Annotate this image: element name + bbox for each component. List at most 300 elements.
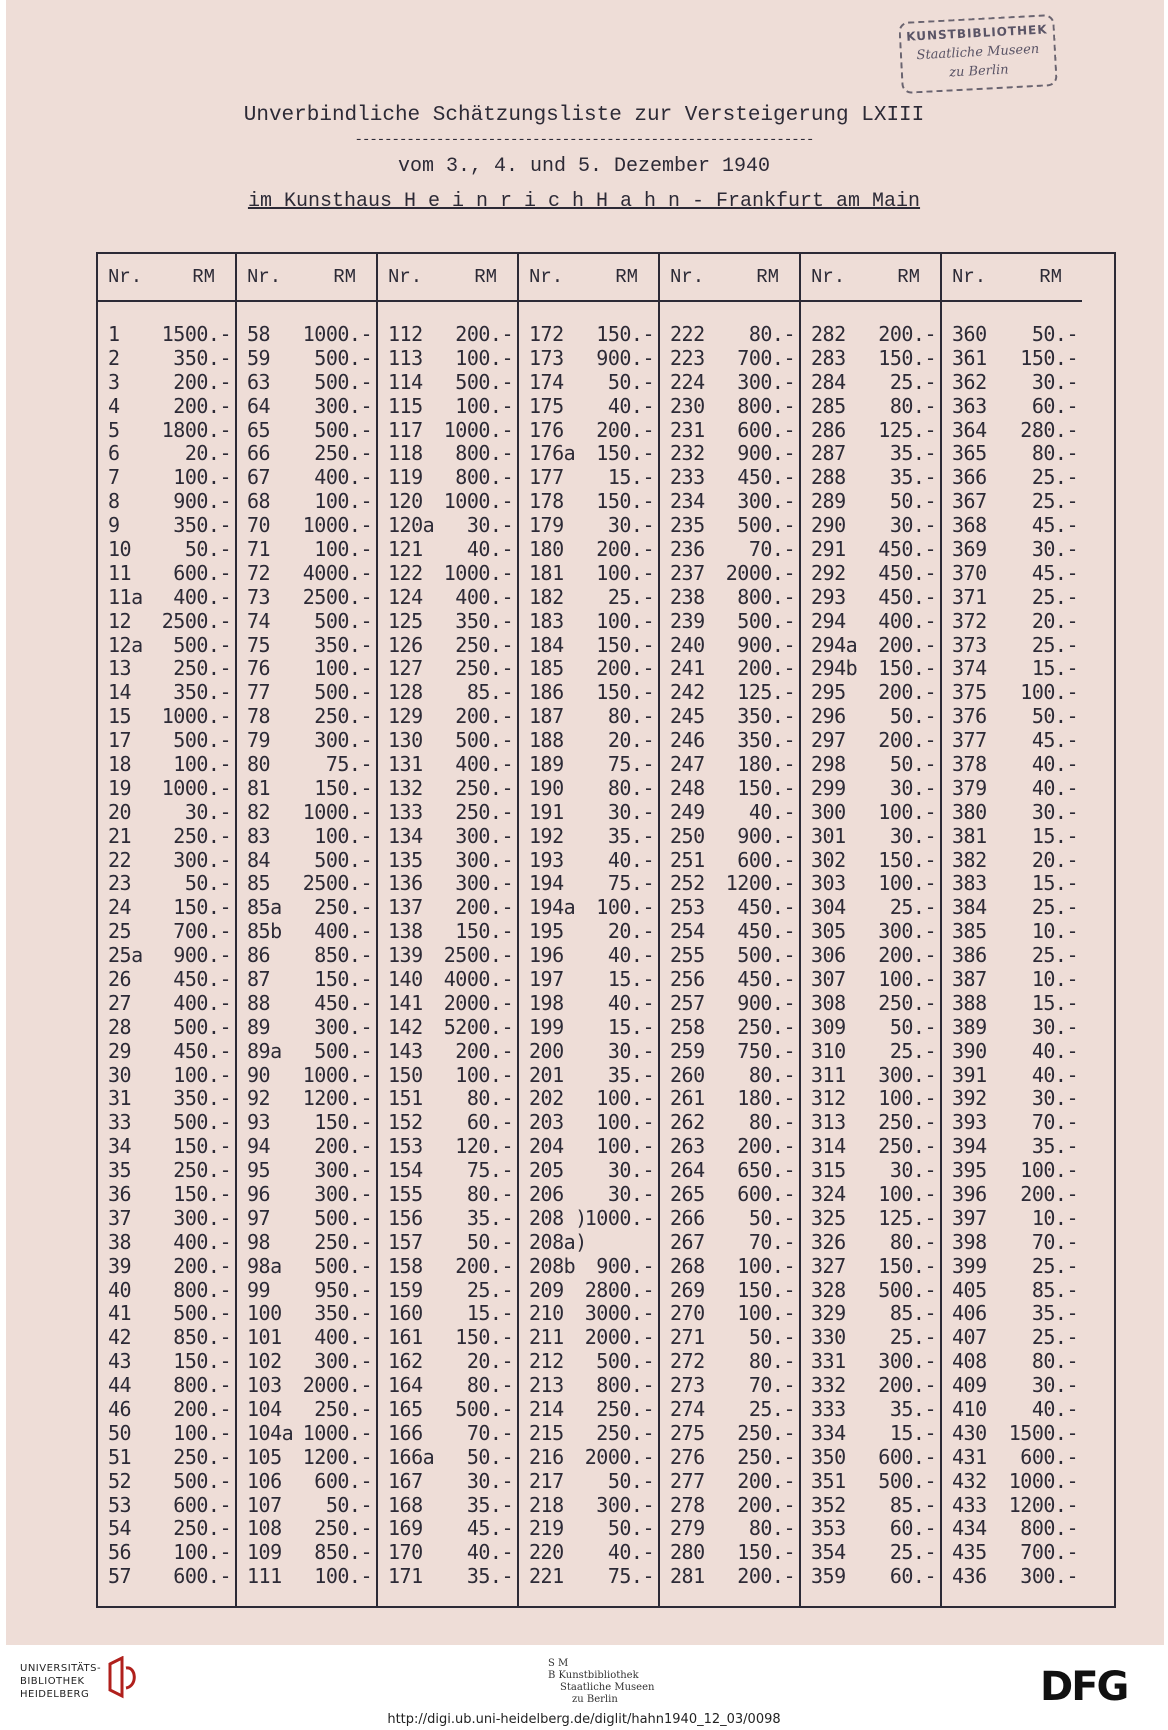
lot-number: 275 — [670, 1420, 705, 1445]
lot-number: 126 — [388, 632, 423, 657]
lot-number: 292 — [811, 560, 846, 585]
table-row — [378, 848, 517, 872]
estimate-value: 450.- — [878, 584, 936, 609]
lot-number: 222 — [670, 321, 705, 346]
table-row — [519, 1325, 658, 1349]
estimate-value: 350.- — [173, 680, 231, 705]
table-row — [98, 1445, 235, 1469]
lot-number: 193 — [529, 847, 564, 872]
lot-number: 169 — [388, 1516, 423, 1541]
lot-number: 263 — [670, 1134, 705, 1159]
lot-number: 181 — [529, 560, 564, 585]
estimate-value: 700.- — [737, 345, 795, 370]
table-row — [519, 919, 658, 943]
table-row — [237, 561, 376, 585]
estimate-value: 300.- — [173, 847, 231, 872]
table-row — [378, 322, 517, 346]
estimate-value: 70.- — [466, 1420, 513, 1445]
lot-number: 120 — [388, 489, 423, 514]
lot-number: 93 — [247, 1110, 271, 1135]
lot-number: 168 — [388, 1492, 423, 1517]
estimate-value: 30.- — [889, 775, 936, 800]
table-row — [237, 728, 376, 752]
lot-number: 197 — [529, 967, 564, 991]
table-row — [942, 752, 1082, 776]
lot-number: 64 — [247, 393, 271, 418]
lot-number: 101 — [247, 1325, 282, 1350]
estimate-value: 100.- — [596, 895, 654, 920]
table-row — [237, 322, 376, 346]
estimate-value: 25.- — [1031, 895, 1078, 920]
table-row — [378, 943, 517, 967]
lot-number: 409 — [952, 1373, 987, 1398]
table-row — [801, 752, 940, 776]
table-row — [801, 1349, 940, 1373]
table-row — [519, 943, 658, 967]
lot-number: 432 — [952, 1468, 987, 1493]
lot-number: 303 — [811, 871, 846, 896]
header-nr: Nr. — [108, 266, 143, 288]
estimate-value: 25.- — [889, 1540, 936, 1565]
estimate-value: 800.- — [737, 584, 795, 609]
estimate-value: 80.- — [889, 393, 936, 418]
estimate-value: 15.- — [1031, 823, 1078, 848]
table-row — [801, 800, 940, 824]
estimate-value: 1200.- — [725, 871, 795, 896]
table-row — [801, 1564, 940, 1588]
lot-number: 109 — [247, 1540, 282, 1565]
estimate-value: 900.- — [173, 489, 231, 514]
lot-number: 94 — [247, 1134, 271, 1159]
table-row — [942, 1325, 1082, 1349]
estimate-value: 500.- — [173, 728, 231, 753]
table-row — [801, 1373, 940, 1397]
table-row — [378, 1254, 517, 1278]
table-row — [660, 800, 799, 824]
estimate-value: 200.- — [173, 1397, 231, 1422]
estimate-value: 40.- — [1031, 751, 1078, 776]
lot-number: 63 — [247, 369, 271, 394]
table-row — [378, 1134, 517, 1158]
estimate-value: 70.- — [1031, 1229, 1078, 1254]
table-row — [237, 1254, 376, 1278]
estimate-value: 30.- — [1031, 799, 1078, 824]
estimate-value: 1200.- — [302, 1086, 372, 1111]
estimate-value: 1000.- — [161, 704, 231, 729]
lot-number: 282 — [811, 321, 846, 346]
estimate-value: 15.- — [466, 1301, 513, 1326]
lot-number: 269 — [670, 1277, 705, 1302]
lot-number: 240 — [670, 632, 705, 657]
lot-number: 311 — [811, 1062, 846, 1087]
lot-number: 2 — [108, 345, 120, 370]
lot-number: 39 — [108, 1253, 132, 1278]
estimate-value: 50.- — [889, 489, 936, 514]
lot-number: 122 — [388, 560, 423, 585]
table-row — [519, 441, 658, 465]
estimate-value: 300.- — [878, 919, 936, 944]
estimate-value: 35.- — [1031, 1134, 1078, 1159]
lot-number: 257 — [670, 990, 705, 1015]
estimate-value: 2500.- — [161, 608, 231, 633]
lot-number: 221 — [529, 1564, 564, 1589]
table-row — [660, 967, 799, 991]
estimate-value: 80.- — [748, 1110, 795, 1135]
lot-number: 180 — [529, 536, 564, 561]
lot-number: 170 — [388, 1540, 423, 1565]
lot-number: 206 — [529, 1182, 564, 1207]
table-row — [519, 848, 658, 872]
lot-number: 15 — [108, 704, 132, 729]
lot-number: 41 — [108, 1301, 132, 1326]
lot-number: 36 — [108, 1182, 132, 1207]
lot-number: 242 — [670, 680, 705, 705]
table-row — [660, 489, 799, 513]
estimate-value: 35.- — [889, 441, 936, 466]
table-row — [237, 1445, 376, 1469]
table-row — [98, 394, 235, 418]
estimate-value: 500.- — [455, 1397, 513, 1422]
column-header — [519, 254, 658, 302]
estimate-value: 45.- — [1031, 728, 1078, 753]
estimate-value: 35.- — [607, 823, 654, 848]
table-row — [237, 513, 376, 537]
estimate-value: 50.- — [607, 1468, 654, 1493]
lot-number: 350 — [811, 1444, 846, 1469]
table-row — [98, 1302, 235, 1326]
lot-number: 391 — [952, 1062, 987, 1087]
lot-number: 72 — [247, 560, 271, 585]
table-row — [378, 1302, 517, 1326]
estimate-value: 500.- — [314, 1205, 372, 1230]
estimate-value: 80.- — [607, 775, 654, 800]
estimate-value: 850.- — [314, 943, 372, 968]
auction-dates: vom 3., 4. und 5. Dezember 1940 — [397, 155, 771, 178]
table-row — [98, 1039, 235, 1063]
table-row — [237, 1230, 376, 1254]
lot-number: 167 — [388, 1468, 423, 1493]
table-column — [378, 254, 519, 1606]
estimate-value: 70.- — [748, 1229, 795, 1254]
estimate-value: 500.- — [455, 369, 513, 394]
table-row — [801, 1158, 940, 1182]
table-row — [519, 1564, 658, 1588]
estimate-value: 200.- — [173, 369, 231, 394]
table-row — [519, 465, 658, 489]
table-row — [98, 1254, 235, 1278]
estimate-value: 100.- — [173, 1062, 231, 1087]
table-row — [519, 776, 658, 800]
table-row — [237, 1278, 376, 1302]
lot-number: 151 — [388, 1086, 423, 1111]
lot-number: 393 — [952, 1110, 987, 1135]
estimate-value: 600.- — [1020, 1444, 1078, 1469]
lot-number: 134 — [388, 823, 423, 848]
lot-number: 313 — [811, 1110, 846, 1135]
table-row — [801, 346, 940, 370]
lot-number: 1 — [108, 321, 120, 346]
estimate-value: 80.- — [889, 1229, 936, 1254]
lot-number: 213 — [529, 1373, 564, 1398]
lot-number: 155 — [388, 1182, 423, 1207]
estimate-value: 200.- — [737, 1134, 795, 1159]
lot-number: 88 — [247, 990, 271, 1015]
estimate-value: 30.- — [607, 799, 654, 824]
table-row — [378, 1397, 517, 1421]
table-row — [378, 1110, 517, 1134]
library-stamp — [898, 14, 1058, 94]
estimate-value: 300.- — [878, 1062, 936, 1087]
estimate-value: 20.- — [466, 1349, 513, 1374]
lot-number: 288 — [811, 465, 846, 490]
table-row — [237, 656, 376, 680]
table-row — [942, 1063, 1082, 1087]
estimate-value: 80.- — [748, 321, 795, 346]
lot-number: 296 — [811, 704, 846, 729]
estimate-value: 250.- — [878, 1110, 936, 1135]
lot-number: 95 — [247, 1158, 271, 1183]
estimate-value: 300.- — [314, 1182, 372, 1207]
estimate-value: 100.- — [455, 393, 513, 418]
estimate-value: 650.- — [737, 1158, 795, 1183]
lot-number: 270 — [670, 1301, 705, 1326]
lot-number: 300 — [811, 799, 846, 824]
lot-number: 210 — [529, 1301, 564, 1326]
lot-number: 191 — [529, 799, 564, 824]
lot-number: 330 — [811, 1325, 846, 1350]
estimate-value: 250.- — [314, 704, 372, 729]
table-row — [519, 609, 658, 633]
table-row — [942, 1110, 1082, 1134]
table-row — [660, 441, 799, 465]
lot-number: 236 — [670, 536, 705, 561]
lot-number: 85b — [247, 919, 282, 944]
table-row — [237, 1469, 376, 1493]
table-row — [942, 1158, 1082, 1182]
estimate-value: 350.- — [455, 608, 513, 633]
estimate-value: 30.- — [889, 1158, 936, 1183]
table-row — [801, 943, 940, 967]
table-row — [519, 633, 658, 657]
header-rm: RM — [897, 266, 920, 288]
estimate-value: 800.- — [596, 1373, 654, 1398]
table-row — [942, 871, 1082, 895]
table-row — [942, 1445, 1082, 1469]
lot-number: 297 — [811, 728, 846, 753]
lot-number: 53 — [108, 1492, 132, 1517]
table-row — [801, 1206, 940, 1230]
lot-number: 258 — [670, 1014, 705, 1039]
title-separator: -------------------------------------------------------------- — [354, 132, 814, 148]
lot-number: 150 — [388, 1062, 423, 1087]
table-row — [237, 1039, 376, 1063]
lot-number: 59 — [247, 345, 271, 370]
lot-number: 58 — [247, 321, 271, 346]
estimate-value: 100.- — [455, 345, 513, 370]
table-row — [378, 1325, 517, 1349]
lot-number: 374 — [952, 656, 987, 681]
estimate-value: 750.- — [737, 1038, 795, 1063]
table-row — [660, 991, 799, 1015]
lot-number: 308 — [811, 990, 846, 1015]
table-row — [98, 489, 235, 513]
estimate-value: 250.- — [314, 1516, 372, 1541]
table-row — [237, 704, 376, 728]
lot-number: 232 — [670, 441, 705, 466]
lot-number: 161 — [388, 1325, 423, 1350]
table-row — [801, 585, 940, 609]
lot-number: 79 — [247, 728, 271, 753]
lot-number: 295 — [811, 680, 846, 705]
table-row — [98, 537, 235, 561]
estimate-value: 100.- — [878, 1182, 936, 1207]
estimate-value: 25.- — [889, 1038, 936, 1063]
estimate-value: 150.- — [455, 1325, 513, 1350]
lot-number: 266 — [670, 1205, 705, 1230]
lot-number: 365 — [952, 441, 987, 466]
estimate-value: 100.- — [878, 1086, 936, 1111]
estimate-value: 450.- — [878, 536, 936, 561]
table-row — [237, 394, 376, 418]
estimate-value: 250.- — [737, 1420, 795, 1445]
estimate-value: 40.- — [1031, 1397, 1078, 1422]
estimate-value: 100.- — [314, 536, 372, 561]
estimate-value: 1000.- — [443, 417, 513, 442]
lot-number: 262 — [670, 1110, 705, 1135]
table-row — [237, 633, 376, 657]
estimate-value: 20.- — [1031, 847, 1078, 872]
table-row — [98, 919, 235, 943]
estimate-value: 500.- — [173, 1301, 231, 1326]
lot-number: 51 — [108, 1444, 132, 1469]
lot-number: 239 — [670, 608, 705, 633]
column-rows — [801, 302, 940, 1588]
table-row — [942, 1182, 1082, 1206]
lot-number: 86 — [247, 943, 271, 968]
lot-number: 89 — [247, 1014, 271, 1039]
estimate-value: 25.- — [1031, 1325, 1078, 1350]
table-row — [660, 1493, 799, 1517]
estimate-value: 100.- — [878, 967, 936, 991]
lot-number: 183 — [529, 608, 564, 633]
table-row — [942, 1254, 1082, 1278]
lot-number: 250 — [670, 823, 705, 848]
estimate-value: 600.- — [737, 417, 795, 442]
estimate-value: 75.- — [466, 1158, 513, 1183]
estimate-value: 900.- — [737, 632, 795, 657]
estimate-value: 800.- — [173, 1373, 231, 1398]
table-row — [660, 1349, 799, 1373]
table-row — [237, 1015, 376, 1039]
lot-number: 235 — [670, 513, 705, 538]
lot-number: 367 — [952, 489, 987, 514]
estimate-value: 3000.- — [584, 1301, 654, 1326]
estimate-value: 50.- — [184, 871, 231, 896]
table-row — [519, 1421, 658, 1445]
lot-number: 25 — [108, 919, 132, 944]
estimate-value: 1000.- — [302, 1420, 372, 1445]
estimate-value: 5200.- — [443, 1014, 513, 1039]
lot-number: 287 — [811, 441, 846, 466]
source-url[interactable]: http://digi.ub.uni-heidelberg.de/diglit/hahn1940_12_03/0098 — [387, 1712, 781, 1727]
lot-number: 92 — [247, 1086, 271, 1111]
estimate-value: 250.- — [314, 1397, 372, 1422]
estimate-value: 150.- — [878, 345, 936, 370]
estimate-value: 200.- — [173, 1253, 231, 1278]
table-row — [942, 1278, 1082, 1302]
header-rm: RM — [615, 266, 638, 288]
estimate-value: 80.- — [1031, 1349, 1078, 1374]
estimate-value: 40.- — [607, 1540, 654, 1565]
estimate-value: 200.- — [737, 656, 795, 681]
estimate-value: 1200.- — [1008, 1492, 1078, 1517]
estimate-value: 400.- — [314, 919, 372, 944]
table-row — [519, 1230, 658, 1254]
lot-number: 331 — [811, 1349, 846, 1374]
lot-number: 6 — [108, 441, 120, 466]
table-row — [660, 1397, 799, 1421]
lot-number: 360 — [952, 321, 987, 346]
table-row — [660, 656, 799, 680]
lot-number: 302 — [811, 847, 846, 872]
estimate-value: 1000.- — [1008, 1468, 1078, 1493]
lot-number: 176a — [529, 441, 576, 466]
estimate-value: 1000.- — [302, 799, 372, 824]
lot-number: 158 — [388, 1253, 423, 1278]
lot-number: 406 — [952, 1301, 987, 1326]
estimate-value: 150.- — [878, 847, 936, 872]
header-nr: Nr. — [247, 266, 282, 288]
lot-number: 108 — [247, 1516, 282, 1541]
table-row — [660, 1134, 799, 1158]
estimate-value: 300.- — [314, 1349, 372, 1374]
table-row — [801, 537, 940, 561]
table-row — [660, 561, 799, 585]
estimate-value: 100.- — [314, 489, 372, 514]
lot-number: 17 — [108, 728, 132, 753]
estimate-value: 250.- — [173, 1444, 231, 1469]
lot-number: 392 — [952, 1086, 987, 1111]
lot-number: 251 — [670, 847, 705, 872]
lot-number: 265 — [670, 1182, 705, 1207]
table-row — [519, 1254, 658, 1278]
estimate-value: 450.- — [878, 560, 936, 585]
table-row — [378, 1158, 517, 1182]
table-row — [237, 943, 376, 967]
lot-number: 164 — [388, 1373, 423, 1398]
lot-number: 431 — [952, 1444, 987, 1469]
estimate-value: 4000.- — [443, 967, 513, 991]
lot-number: 187 — [529, 704, 564, 729]
estimate-value: 350.- — [314, 1301, 372, 1326]
estimate-value: 300.- — [455, 823, 513, 848]
estimate-value: 500.- — [173, 1110, 231, 1135]
lot-number: 5 — [108, 417, 120, 442]
table-row — [942, 1039, 1082, 1063]
lot-number: 66 — [247, 441, 271, 466]
table-row — [98, 1373, 235, 1397]
lot-number: 410 — [952, 1397, 987, 1422]
estimate-value: 500.- — [455, 728, 513, 753]
estimate-value: 125.- — [737, 680, 795, 705]
estimate-value: 150.- — [173, 1349, 231, 1374]
table-row — [942, 441, 1082, 465]
estimate-value: 100.- — [173, 1540, 231, 1565]
table-row — [660, 465, 799, 489]
estimate-value: 150.- — [314, 1110, 372, 1135]
table-row — [519, 1397, 658, 1421]
estimate-value: 1500.- — [1008, 1420, 1078, 1445]
